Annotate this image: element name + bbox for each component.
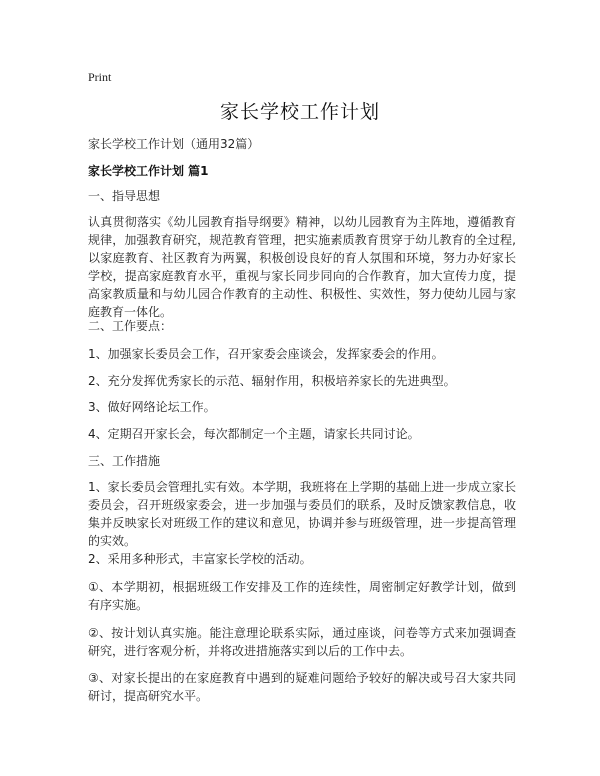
- heading-work-measures: 三、工作措施: [88, 454, 161, 468]
- section-heading: 家长学校工作计划 篇1: [88, 164, 209, 178]
- list-item-work-point-2: 2、充分发挥优秀家长的示范、辐射作用，积极培养家长的先进典型。: [88, 374, 456, 388]
- list-item-work-point-3: 3、做好网络论坛工作。: [88, 400, 216, 414]
- document-title: 家长学校工作计划: [219, 101, 380, 123]
- document-subtitle: 家长学校工作计划（通用32篇）: [88, 137, 260, 151]
- heading-work-points: 二、工作要点：: [88, 319, 173, 333]
- paragraph-measure-2-item-1: ①、本学期初，根据班级工作安排及工作的连续性，周密制定好教学计划，做到有序实施。: [88, 580, 516, 612]
- list-item-work-point-4: 4、定期召开家长会，每次都制定一个主题，请家长共同讨论。: [88, 427, 420, 441]
- heading-guiding-ideology: 一、指导思想: [88, 189, 161, 203]
- list-item-work-point-1: 1、加强家长委员会工作，召开家委会座谈会，发挥家委会的作用。: [88, 347, 444, 361]
- paragraph-measure-2: 2、采用多种形式，丰富家长学校的活动。: [88, 552, 312, 566]
- paragraph-measure-2-item-3: ③、对家长提出的在家庭教育中遇到的疑难问题给予较好的解决或号召大家共同研讨，提高研究水平。: [88, 671, 516, 703]
- print-link[interactable]: Print: [88, 70, 112, 84]
- paragraph-measure-1: 1、家长委员会管理扎实有效。本学期，我班将在上学期的基础上进一步成立家长委员会，召开班级家委会，进一步加强与委员们的联系，及时反馈家教信息，收集并反映家长对班级工作的建议和意见，协调并参与班级管理，进一步提高管理的实效。: [88, 480, 516, 548]
- paragraph-measure-2-item-2: ②、按计划认真实施。能注意理论联系实际，通过座谈，问卷等方式来加强调查研究，进行客观分析，并将改进措施落实到以后的工作中去。: [88, 626, 516, 658]
- paragraph-guiding-ideology: 认真贯彻落实《幼儿园教育指导纲要》精神，以幼儿园教育为主阵地，遵循教育规律，加强教育研究，规范教育管理，把实施素质教育贯穿于幼儿教育的全过程,以家庭教育、社区教育为两翼，积极创设良好的育人氛围和环境，努力办好家长学校，提高家庭教育水平，重视与家长同步同向的合作教育，加大宣传力度，提高家教质量和与幼儿园合作教育的主动性、积极性、实效性，努力使幼儿园与家庭教育一体化。: [88, 215, 516, 319]
